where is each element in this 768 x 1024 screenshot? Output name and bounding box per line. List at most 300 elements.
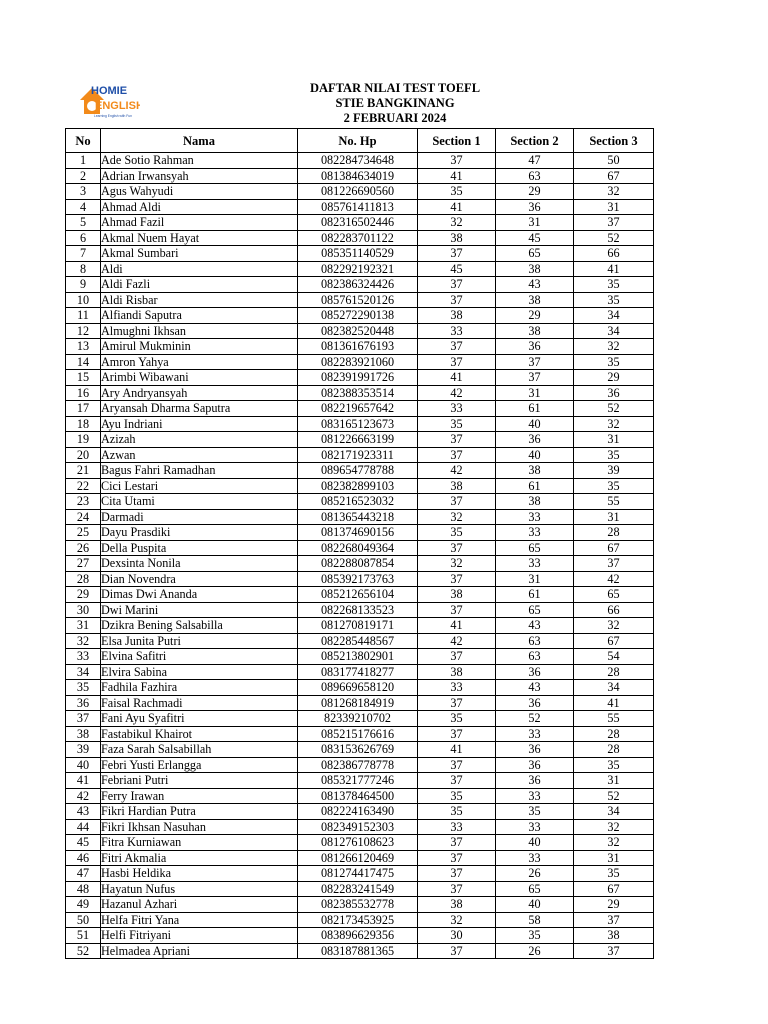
row-number: 3 xyxy=(66,184,101,200)
table-row xyxy=(66,540,654,556)
section-3-score: 28 xyxy=(574,664,654,680)
student-name: Aryansah Dharma Saputra xyxy=(101,401,298,417)
table-row xyxy=(66,633,654,649)
section-1-score: 32 xyxy=(418,509,496,525)
section-2-score: 63 xyxy=(496,168,574,184)
section-2-score: 65 xyxy=(496,602,574,618)
section-1-score: 37 xyxy=(418,757,496,773)
row-number: 19 xyxy=(66,432,101,448)
table-row xyxy=(66,835,654,851)
section-1-score: 37 xyxy=(418,447,496,463)
section-1-score: 30 xyxy=(418,928,496,944)
section-1-score: 45 xyxy=(418,261,496,277)
phone-number: 82339210702 xyxy=(298,711,418,727)
student-name: Dexsinta Nonila xyxy=(101,556,298,572)
table-row xyxy=(66,509,654,525)
table-row xyxy=(66,928,654,944)
section-2-score: 43 xyxy=(496,680,574,696)
phone-number: 081365443218 xyxy=(298,509,418,525)
document-title: DAFTAR NILAI TEST TOEFL xyxy=(309,81,481,95)
section-2-score: 43 xyxy=(496,618,574,634)
section-2-score: 31 xyxy=(496,571,574,587)
phone-number: 081384634019 xyxy=(298,168,418,184)
phone-number: 085215176616 xyxy=(298,726,418,742)
table-row xyxy=(66,525,654,541)
phone-number: 085392173763 xyxy=(298,571,418,587)
row-number: 25 xyxy=(66,525,101,541)
row-number: 23 xyxy=(66,494,101,510)
row-number: 14 xyxy=(66,354,101,370)
section-2-score: 38 xyxy=(496,323,574,339)
section-3-score: 41 xyxy=(574,695,654,711)
row-number: 47 xyxy=(66,866,101,882)
student-name: Dzikra Bening Salsabilla xyxy=(101,618,298,634)
section-3-score: 28 xyxy=(574,742,654,758)
section-1-score: 33 xyxy=(418,401,496,417)
section-3-score: 66 xyxy=(574,602,654,618)
student-name: Dayu Prasdiki xyxy=(101,525,298,541)
phone-number: 089669658120 xyxy=(298,680,418,696)
row-number: 13 xyxy=(66,339,101,355)
section-2-score: 31 xyxy=(496,215,574,231)
student-name: Aldi Fazli xyxy=(101,277,298,293)
phone-number: 082386778778 xyxy=(298,757,418,773)
table-row xyxy=(66,463,654,479)
section-1-score: 37 xyxy=(418,246,496,262)
phone-number: 083177418277 xyxy=(298,664,418,680)
table-row xyxy=(66,354,654,370)
row-number: 24 xyxy=(66,509,101,525)
section-3-score: 52 xyxy=(574,230,654,246)
row-number: 8 xyxy=(66,261,101,277)
section-2-score: 35 xyxy=(496,804,574,820)
section-1-score: 37 xyxy=(418,432,496,448)
table-row xyxy=(66,664,654,680)
student-name: Helfa Fitri Yana xyxy=(101,912,298,928)
section-1-score: 41 xyxy=(418,199,496,215)
student-name: Dimas Dwi Ananda xyxy=(101,587,298,603)
row-number: 49 xyxy=(66,897,101,913)
row-number: 10 xyxy=(66,292,101,308)
student-name: Amirul Mukminin xyxy=(101,339,298,355)
student-name: Adrian Irwansyah xyxy=(101,168,298,184)
student-name: Akmal Nuem Hayat xyxy=(101,230,298,246)
section-1-score: 38 xyxy=(418,897,496,913)
table-row xyxy=(66,819,654,835)
phone-number: 083165123673 xyxy=(298,416,418,432)
column-header-section-1: Section 1 xyxy=(418,129,496,153)
student-name: Aldi Risbar xyxy=(101,292,298,308)
section-1-score: 41 xyxy=(418,742,496,758)
student-name: Akmal Sumbari xyxy=(101,246,298,262)
section-3-score: 34 xyxy=(574,323,654,339)
row-number: 1 xyxy=(66,153,101,169)
table-row xyxy=(66,602,654,618)
row-number: 50 xyxy=(66,912,101,928)
section-1-score: 32 xyxy=(418,215,496,231)
homie-english-logo xyxy=(78,82,140,124)
phone-number: 083187881365 xyxy=(298,943,418,959)
section-3-score: 37 xyxy=(574,215,654,231)
section-2-score: 36 xyxy=(496,664,574,680)
logo-line1: HOMIE xyxy=(91,85,128,97)
column-header-section-2: Section 2 xyxy=(496,129,574,153)
section-3-score: 35 xyxy=(574,757,654,773)
section-2-score: 65 xyxy=(496,246,574,262)
phone-number: 082268049364 xyxy=(298,540,418,556)
row-number: 17 xyxy=(66,401,101,417)
phone-number: 082391991726 xyxy=(298,370,418,386)
section-3-score: 28 xyxy=(574,726,654,742)
student-name: Elvira Sabina xyxy=(101,664,298,680)
phone-number: 085213802901 xyxy=(298,649,418,665)
section-1-score: 35 xyxy=(418,416,496,432)
section-2-score: 36 xyxy=(496,773,574,789)
student-name: Fitri Akmalia xyxy=(101,850,298,866)
section-3-score: 31 xyxy=(574,199,654,215)
section-1-score: 35 xyxy=(418,184,496,200)
row-number: 52 xyxy=(66,943,101,959)
section-1-score: 37 xyxy=(418,292,496,308)
student-name: Fadhila Fazhira xyxy=(101,680,298,696)
section-1-score: 35 xyxy=(418,804,496,820)
phone-number: 082283921060 xyxy=(298,354,418,370)
table-row xyxy=(66,261,654,277)
section-3-score: 67 xyxy=(574,633,654,649)
row-number: 26 xyxy=(66,540,101,556)
section-2-score: 40 xyxy=(496,897,574,913)
section-1-score: 42 xyxy=(418,463,496,479)
student-name: Elsa Junita Putri xyxy=(101,633,298,649)
table-row xyxy=(66,556,654,572)
row-number: 16 xyxy=(66,385,101,401)
student-name: Dwi Marini xyxy=(101,602,298,618)
section-2-score: 63 xyxy=(496,633,574,649)
section-3-score: 38 xyxy=(574,928,654,944)
section-1-score: 37 xyxy=(418,881,496,897)
table-row xyxy=(66,230,654,246)
table-row xyxy=(66,246,654,262)
phone-number: 082288087854 xyxy=(298,556,418,572)
table-row xyxy=(66,416,654,432)
section-1-score: 37 xyxy=(418,571,496,587)
row-number: 15 xyxy=(66,370,101,386)
phone-number: 082292192321 xyxy=(298,261,418,277)
section-1-score: 38 xyxy=(418,664,496,680)
student-name: Fikri Ikhsan Nasuhan xyxy=(101,819,298,835)
section-3-score: 54 xyxy=(574,649,654,665)
section-3-score: 31 xyxy=(574,773,654,789)
student-name: Arimbi Wibawani xyxy=(101,370,298,386)
table-row xyxy=(66,912,654,928)
logo-line2: ENGLISH xyxy=(95,100,140,112)
phone-number: 082316502446 xyxy=(298,215,418,231)
table-row xyxy=(66,323,654,339)
row-number: 48 xyxy=(66,881,101,897)
section-2-score: 61 xyxy=(496,587,574,603)
table-row xyxy=(66,788,654,804)
section-2-score: 40 xyxy=(496,835,574,851)
section-2-score: 38 xyxy=(496,261,574,277)
row-number: 20 xyxy=(66,447,101,463)
phone-number: 085216523032 xyxy=(298,494,418,510)
table-row xyxy=(66,866,654,882)
table-row xyxy=(66,850,654,866)
student-name: Bagus Fahri Ramadhan xyxy=(101,463,298,479)
phone-number: 082382520448 xyxy=(298,323,418,339)
table-row xyxy=(66,742,654,758)
phone-number: 085272290138 xyxy=(298,308,418,324)
section-3-score: 67 xyxy=(574,540,654,556)
student-name: Alfiandi Saputra xyxy=(101,308,298,324)
section-3-score: 35 xyxy=(574,354,654,370)
phone-number: 085761411813 xyxy=(298,199,418,215)
row-number: 37 xyxy=(66,711,101,727)
table-row xyxy=(66,804,654,820)
row-number: 11 xyxy=(66,308,101,324)
section-2-score: 31 xyxy=(496,385,574,401)
section-1-score: 33 xyxy=(418,819,496,835)
table-row xyxy=(66,370,654,386)
phone-number: 081361676193 xyxy=(298,339,418,355)
table-row xyxy=(66,711,654,727)
phone-number: 083896629356 xyxy=(298,928,418,944)
section-2-score: 45 xyxy=(496,230,574,246)
student-name: Azwan xyxy=(101,447,298,463)
section-3-score: 65 xyxy=(574,587,654,603)
section-1-score: 41 xyxy=(418,168,496,184)
section-1-score: 37 xyxy=(418,850,496,866)
student-name: Ahmad Fazil xyxy=(101,215,298,231)
section-2-score: 36 xyxy=(496,757,574,773)
section-3-score: 31 xyxy=(574,850,654,866)
section-2-score: 29 xyxy=(496,308,574,324)
table-row xyxy=(66,649,654,665)
phone-number: 081266120469 xyxy=(298,850,418,866)
section-2-score: 37 xyxy=(496,354,574,370)
phone-number: 081270819171 xyxy=(298,618,418,634)
section-1-score: 37 xyxy=(418,773,496,789)
student-name: Febri Yusti Erlangga xyxy=(101,757,298,773)
section-1-score: 37 xyxy=(418,835,496,851)
section-2-score: 33 xyxy=(496,819,574,835)
section-2-score: 58 xyxy=(496,912,574,928)
phone-number: 085212656104 xyxy=(298,587,418,603)
section-1-score: 37 xyxy=(418,339,496,355)
phone-number: 081374690156 xyxy=(298,525,418,541)
section-3-score: 35 xyxy=(574,478,654,494)
student-name: Cici Lestari xyxy=(101,478,298,494)
table-row xyxy=(66,897,654,913)
section-3-score: 32 xyxy=(574,618,654,634)
table-header-row xyxy=(66,129,654,153)
row-number: 29 xyxy=(66,587,101,603)
row-number: 32 xyxy=(66,633,101,649)
section-2-score: 33 xyxy=(496,525,574,541)
row-number: 18 xyxy=(66,416,101,432)
section-3-score: 34 xyxy=(574,308,654,324)
student-name: Helfi Fitriyani xyxy=(101,928,298,944)
student-name: Ary Andryansyah xyxy=(101,385,298,401)
phone-number: 085761520126 xyxy=(298,292,418,308)
logo-tagline: Learning English with Fun xyxy=(94,114,132,118)
section-2-score: 36 xyxy=(496,339,574,355)
phone-number: 082224163490 xyxy=(298,804,418,820)
section-2-score: 36 xyxy=(496,199,574,215)
student-name: Aldi xyxy=(101,261,298,277)
table-row xyxy=(66,587,654,603)
section-2-score: 37 xyxy=(496,370,574,386)
section-3-score: 55 xyxy=(574,711,654,727)
section-1-score: 38 xyxy=(418,308,496,324)
section-1-score: 38 xyxy=(418,478,496,494)
section-3-score: 37 xyxy=(574,912,654,928)
section-2-score: 38 xyxy=(496,494,574,510)
section-1-score: 37 xyxy=(418,354,496,370)
section-2-score: 26 xyxy=(496,943,574,959)
table-row xyxy=(66,618,654,634)
column-header-no: No xyxy=(66,129,101,153)
student-name: Elvina Safitri xyxy=(101,649,298,665)
section-2-score: 33 xyxy=(496,788,574,804)
phone-number: 081268184919 xyxy=(298,695,418,711)
student-name: Hazanul Azhari xyxy=(101,897,298,913)
section-3-score: 67 xyxy=(574,881,654,897)
section-3-score: 50 xyxy=(574,153,654,169)
row-number: 41 xyxy=(66,773,101,789)
section-2-score: 38 xyxy=(496,292,574,308)
table-row xyxy=(66,168,654,184)
row-number: 9 xyxy=(66,277,101,293)
row-number: 44 xyxy=(66,819,101,835)
section-3-score: 29 xyxy=(574,370,654,386)
table-row xyxy=(66,478,654,494)
phone-number: 081274417475 xyxy=(298,866,418,882)
student-name: Almughni Ikhsan xyxy=(101,323,298,339)
section-3-score: 39 xyxy=(574,463,654,479)
student-name: Cita Utami xyxy=(101,494,298,510)
section-1-score: 35 xyxy=(418,788,496,804)
section-2-score: 61 xyxy=(496,401,574,417)
phone-number: 082268133523 xyxy=(298,602,418,618)
section-3-score: 32 xyxy=(574,339,654,355)
row-number: 22 xyxy=(66,478,101,494)
section-2-score: 35 xyxy=(496,928,574,944)
phone-number: 085321777246 xyxy=(298,773,418,789)
section-2-score: 52 xyxy=(496,711,574,727)
phone-number: 082388353514 xyxy=(298,385,418,401)
section-3-score: 36 xyxy=(574,385,654,401)
section-3-score: 37 xyxy=(574,943,654,959)
section-2-score: 36 xyxy=(496,432,574,448)
row-number: 35 xyxy=(66,680,101,696)
section-1-score: 33 xyxy=(418,680,496,696)
table-row xyxy=(66,571,654,587)
institution-name: STIE BANGKINANG xyxy=(335,96,455,110)
row-number: 39 xyxy=(66,742,101,758)
phone-number: 082283241549 xyxy=(298,881,418,897)
row-number: 6 xyxy=(66,230,101,246)
table-row xyxy=(66,695,654,711)
logo-graphic xyxy=(78,82,140,124)
phone-number: 082173453925 xyxy=(298,912,418,928)
row-number: 42 xyxy=(66,788,101,804)
table-row xyxy=(66,943,654,959)
phone-number: 082171923311 xyxy=(298,447,418,463)
row-number: 27 xyxy=(66,556,101,572)
table-row xyxy=(66,308,654,324)
document-header xyxy=(230,81,560,126)
section-1-score: 33 xyxy=(418,323,496,339)
student-name: Della Puspita xyxy=(101,540,298,556)
section-3-score: 42 xyxy=(574,571,654,587)
row-number: 36 xyxy=(66,695,101,711)
student-name: Azizah xyxy=(101,432,298,448)
section-1-score: 41 xyxy=(418,618,496,634)
section-2-score: 40 xyxy=(496,447,574,463)
student-name: Fitra Kurniawan xyxy=(101,835,298,851)
section-3-score: 35 xyxy=(574,447,654,463)
phone-number: 082283701122 xyxy=(298,230,418,246)
section-1-score: 41 xyxy=(418,370,496,386)
section-2-score: 40 xyxy=(496,416,574,432)
student-name: Helmadea Apriani xyxy=(101,943,298,959)
row-number: 40 xyxy=(66,757,101,773)
table-row xyxy=(66,277,654,293)
student-name: Darmadi xyxy=(101,509,298,525)
table-row xyxy=(66,292,654,308)
section-3-score: 29 xyxy=(574,897,654,913)
table-row xyxy=(66,773,654,789)
table-row xyxy=(66,494,654,510)
row-number: 2 xyxy=(66,168,101,184)
section-3-score: 35 xyxy=(574,277,654,293)
table-row xyxy=(66,757,654,773)
row-number: 51 xyxy=(66,928,101,944)
student-name: Ahmad Aldi xyxy=(101,199,298,215)
section-1-score: 37 xyxy=(418,540,496,556)
section-2-score: 33 xyxy=(496,556,574,572)
row-number: 43 xyxy=(66,804,101,820)
table-row xyxy=(66,726,654,742)
row-number: 12 xyxy=(66,323,101,339)
phone-number: 082349152303 xyxy=(298,819,418,835)
section-3-score: 32 xyxy=(574,819,654,835)
phone-number: 082285448567 xyxy=(298,633,418,649)
phone-number: 081378464500 xyxy=(298,788,418,804)
section-2-score: 61 xyxy=(496,478,574,494)
table-row xyxy=(66,215,654,231)
phone-number: 082219657642 xyxy=(298,401,418,417)
section-1-score: 42 xyxy=(418,385,496,401)
section-1-score: 37 xyxy=(418,153,496,169)
section-2-score: 65 xyxy=(496,540,574,556)
column-header-hp: No. Hp xyxy=(298,129,418,153)
student-name: Faza Sarah Salsabillah xyxy=(101,742,298,758)
table-row xyxy=(66,432,654,448)
section-1-score: 37 xyxy=(418,277,496,293)
section-1-score: 32 xyxy=(418,556,496,572)
section-3-score: 67 xyxy=(574,168,654,184)
phone-number: 081226690560 xyxy=(298,184,418,200)
section-1-score: 37 xyxy=(418,943,496,959)
phone-number: 089654778788 xyxy=(298,463,418,479)
table-row xyxy=(66,184,654,200)
student-name: Amron Yahya xyxy=(101,354,298,370)
section-2-score: 26 xyxy=(496,866,574,882)
student-name: Faisal Rachmadi xyxy=(101,695,298,711)
student-name: Fastabikul Khairot xyxy=(101,726,298,742)
